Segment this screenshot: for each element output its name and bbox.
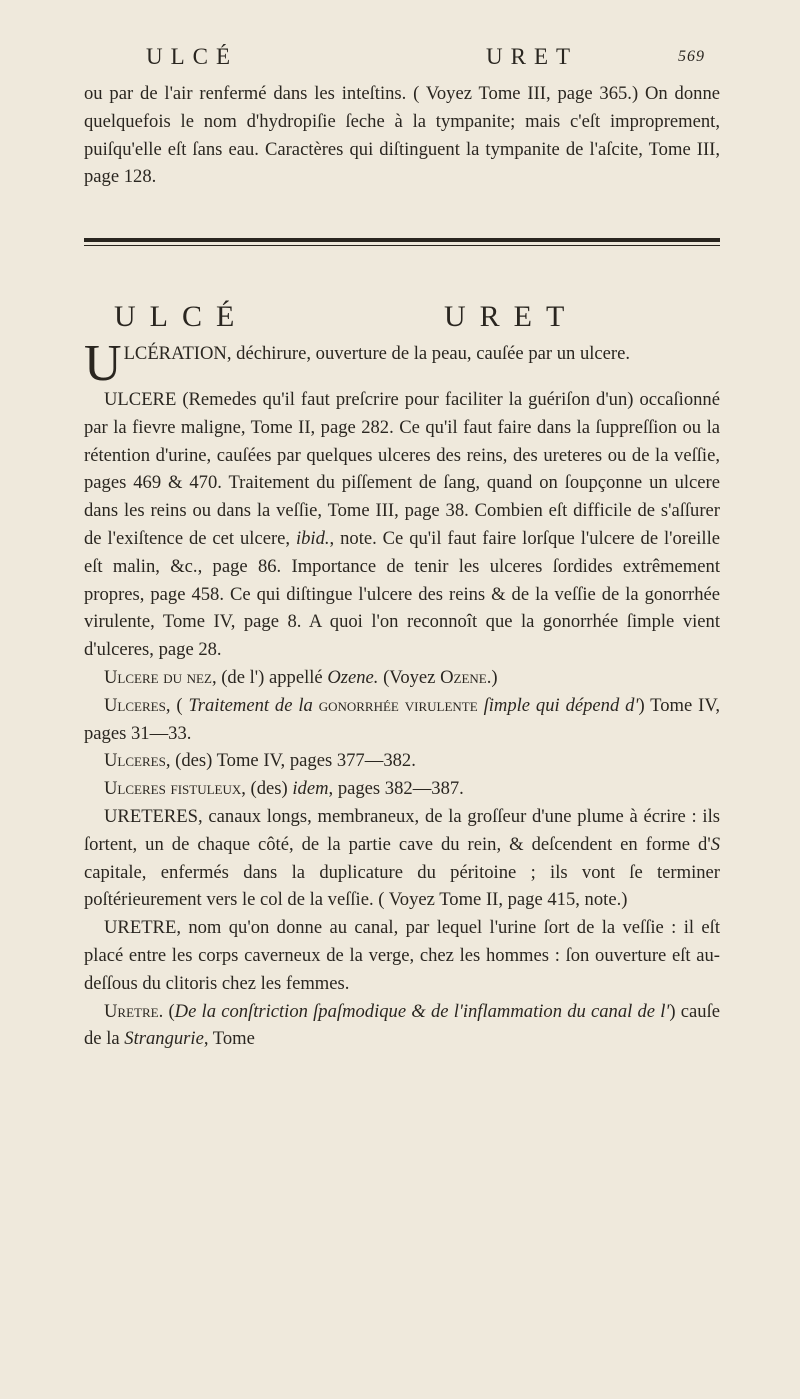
headword: Ulceres fistuleux — [104, 778, 242, 800]
headword: Ulceres — [104, 750, 166, 772]
entry-text: , note. Ce qu'il faut faire lorſque l'ulcere de l'oreille eſt malin, &c., page 86. Importance de tenir les ulceres ſordides extrêmement propres, page 458. Ce qui diſtingue l'ulcere des reins & de la veſſie de la gonorrhée virulente, Tome IV, page 8. A quoi l'on reconnoît que la gonorrhée ſimple vient d'ulceres, page 28. — [84, 527, 720, 661]
entry-italic: Traitement de la — [188, 694, 313, 716]
entry-text: , pages 382—387. — [328, 778, 464, 800]
entry-uretre — [84, 914, 720, 997]
entry-italic: Ozene. — [327, 666, 379, 688]
running-head-left: ULCÉ — [146, 44, 239, 69]
intro-paragraph: ou par de l'air renfermé dans les inteſtins. ( Voyez Tome III, page 365.) On donne quelquefois le nom d'hydropiſie ſeche à la tympanite; mais c'eſt improprement, puiſqu'elle eſt ſans eau. Caractères qui diſtinguent la tympanite de l'aſcite, Tome III, page 128. — [84, 83, 720, 188]
headword: ULCERE — [104, 389, 177, 410]
drop-cap: U — [84, 335, 122, 392]
section-heading — [110, 300, 710, 340]
headword: URETRE — [104, 917, 177, 939]
entry-italic: ſimple qui dépend d' — [483, 694, 639, 716]
entry-text: (Voyez — [383, 666, 436, 688]
entry-italic: ibid. — [295, 527, 330, 549]
cross-reference: gonorrhée virulente — [318, 694, 478, 716]
entry-italic: Strangurie — [124, 1028, 204, 1050]
entry-text: , canaux longs, membraneux, de la groſſeur d'une plume à écrire : ils ſortent, un de chaque côté, de la partie cave du rein, & deſcendent en forme d' — [84, 805, 720, 855]
headword: Uretre. — [104, 1000, 164, 1022]
entry-text: (Remedes qu'il faut preſcrire pour faciliter la guériſon d'un) occaſionné par la fievre maligne, Tome II, page 282. Ce qu'il faut faire dans la ſuppreſſion ou la rétention d'urine, cauſées par quelques ulceres des reins, des ureteres ou de la veſſie, pages 469 & 470. Traitement du piſſement de ſang, quand on ſoupçonne un ulcere dans les reins ou dans la veſſie, Tome III, page 38. Combien eſt difficile de s'aſſurer de l'exiſtence de cet ulcere, — [84, 389, 720, 549]
entry-text: ) — [491, 666, 498, 688]
entry-italic: S — [710, 833, 720, 855]
entry-text: , déchirure, ouverture de la peau, cauſée par un ulcere. — [226, 343, 631, 364]
section-rule-thin — [84, 245, 720, 246]
entry-uretre-constriction — [84, 998, 720, 1054]
entry-text: capitale, enfermés dans la duplicature du péritoine ; ils vont ſe terminer poſtérieurement vers le col de la veſſie. ( Voyez Tome II, page 415, note.) — [84, 861, 720, 911]
entry-text: ) cauſe de la — [84, 1000, 720, 1050]
entry-text: , (des) — [241, 778, 288, 800]
entry-italic: idem — [292, 778, 329, 800]
entry-ulceres — [84, 747, 720, 775]
running-head — [100, 44, 705, 74]
dictionary-body — [84, 335, 720, 1053]
entry-text: ( — [168, 1000, 175, 1022]
headword: Ulcere du nez — [104, 666, 212, 688]
page-number: 569 — [678, 48, 705, 65]
section-rule-thick — [84, 238, 720, 242]
section-heading-left: ULCÉ — [114, 300, 249, 333]
entry-ulceration — [84, 335, 720, 392]
entry-text: , (des) Tome IV, pages 377—382. — [165, 750, 416, 772]
headword: LCÉRATION — [123, 343, 227, 364]
headword: Ulceres — [104, 694, 166, 716]
entry-text: , Tome — [203, 1028, 255, 1050]
entry-text: ) Tome IV, pages 31—33. — [84, 694, 720, 744]
entry-ulceres-fistuleux — [84, 775, 720, 803]
entry-text: , ( — [165, 694, 183, 716]
headword: URETERES — [104, 805, 199, 827]
entry-italic: De la conſtriction ſpaſmodique & de l'inflammation du canal de l' — [174, 1000, 670, 1022]
entry-ulcere-du-nez — [84, 664, 720, 692]
entry-ulceres-traitement — [84, 692, 720, 748]
cross-reference: Ozene. — [440, 666, 492, 688]
running-head-right: URET — [486, 44, 579, 69]
entry-text: , (de l') appellé — [211, 666, 323, 688]
section-heading-right: URET — [444, 300, 579, 333]
entry-text: , nom qu'on donne au canal, par lequel l'urine ſort de la veſſie : il eſt placé entre les corps caverneux de la verge, chez les hommes : ſon ouverture eſt au-deſſous du clitoris chez les femmes. — [84, 917, 720, 994]
entry-ulcere — [84, 386, 720, 664]
entry-ureteres — [84, 803, 720, 914]
